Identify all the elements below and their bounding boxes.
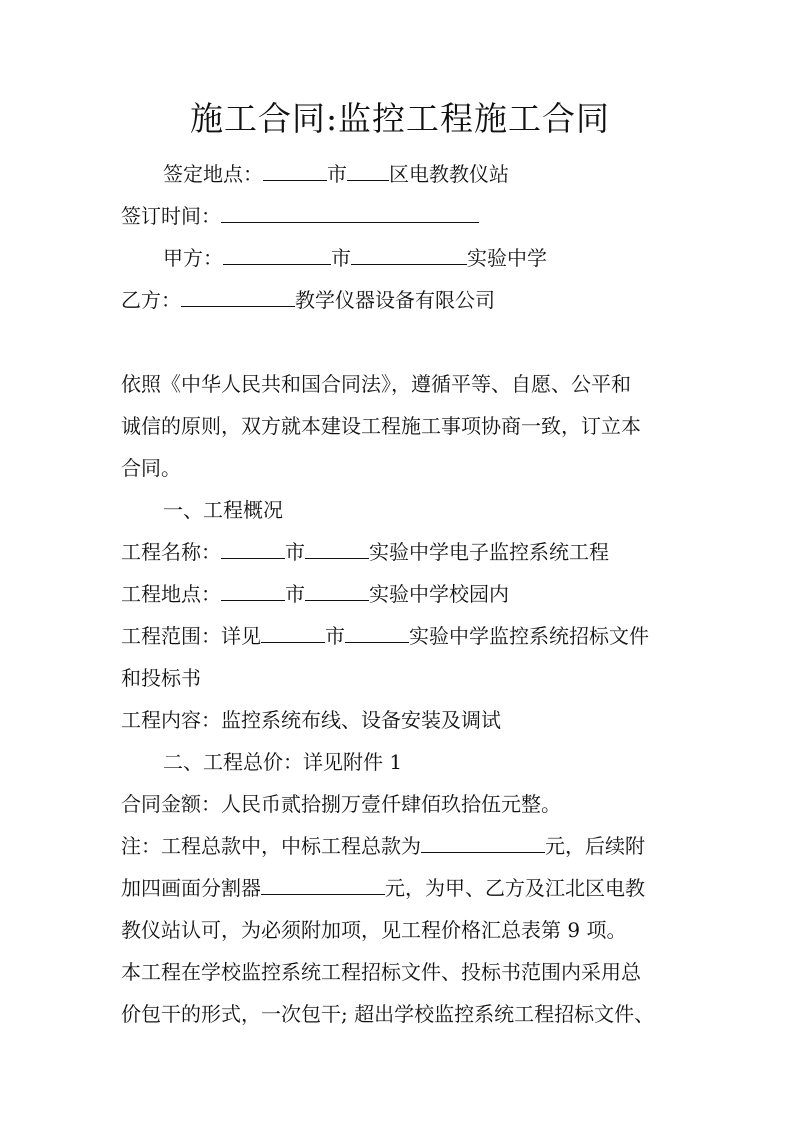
- document-title: 施工合同:监控工程施工合同: [189, 99, 611, 138]
- blank-field: [181, 286, 295, 307]
- note-line: [121, 874, 645, 902]
- note-line: [121, 832, 645, 860]
- preamble-line: 诚信的原则，双方就本建设工程施工事项协商一致，订立本: [121, 414, 641, 438]
- project-scope-line: [121, 622, 649, 650]
- section-heading: 一、工程概况: [163, 498, 283, 522]
- signing-place-label: 签定地点：: [163, 162, 263, 186]
- project-location-value: 实验中学校园内: [369, 582, 509, 606]
- party-b-company: 教学仪器设备有限公司: [295, 288, 495, 312]
- blank-field: [223, 244, 331, 265]
- project-scope-label: 工程范围：详见: [121, 624, 261, 648]
- contract-amount-line: 合同金额：人民币贰拾捌万壹仟肆佰玖拾伍元整。: [121, 792, 561, 816]
- preamble-line: 合同。: [121, 456, 181, 480]
- signing-place-city: 市: [327, 162, 347, 186]
- project-name-city: 市: [285, 540, 305, 564]
- party-b-label: 乙方：: [121, 288, 181, 312]
- project-content-line: 工程内容：监控系统布线、设备安装及调试: [121, 708, 501, 732]
- project-scope-city: 市: [325, 624, 345, 648]
- note-text: 加四画面分割器: [121, 876, 261, 900]
- project-name-value: 实验中学电子监控系统工程: [369, 540, 609, 564]
- project-location-label: 工程地点：: [121, 582, 221, 606]
- blank-field: [345, 622, 409, 643]
- signing-time-line: [121, 202, 479, 230]
- note-text: 注：工程总款中，中标工程总款为: [121, 834, 421, 858]
- signing-place-line: [163, 160, 509, 188]
- lump-sum-line: 本工程在学校监控系统工程招标文件、投标书范围内采用总: [121, 960, 641, 984]
- blank-field: [305, 538, 369, 559]
- lump-sum-line: 价包干的形式，一次包干; 超出学校监控系统工程招标文件、: [121, 1002, 655, 1026]
- party-a-school: 实验中学: [467, 246, 547, 270]
- blank-field: [221, 202, 479, 223]
- party-b-line: [121, 286, 495, 314]
- section-heading: 二、工程总价：详见附件 1: [163, 750, 403, 774]
- party-a-city: 市: [331, 246, 351, 270]
- project-scope-value: 实验中学监控系统招标文件: [409, 624, 649, 648]
- project-location-city: 市: [285, 582, 305, 606]
- project-location-line: [121, 580, 509, 608]
- blank-field: [221, 580, 285, 601]
- project-name-label: 工程名称：: [121, 540, 221, 564]
- party-a-line: [163, 244, 547, 272]
- signing-place-district: 区电教教仪站: [389, 162, 509, 186]
- note-text: 元，为甲、乙方及江北区电教: [385, 876, 645, 900]
- blank-field: [347, 160, 389, 181]
- preamble-line: 依照《中华人民共和国合同法》，遵循平等、自愿、公平和: [121, 372, 631, 396]
- blank-field: [305, 580, 369, 601]
- note-line: 教仪站认可，为必须附加项，见工程价格汇总表第 9 项。: [121, 918, 627, 942]
- blank-field: [221, 538, 285, 559]
- blank-field: [263, 160, 327, 181]
- project-scope-line: 和投标书: [121, 666, 201, 690]
- blank-field: [421, 832, 545, 853]
- project-name-line: [121, 538, 609, 566]
- blank-field: [261, 622, 325, 643]
- signing-time-label: 签订时间：: [121, 204, 221, 228]
- note-text: 元，后续附: [545, 834, 645, 858]
- blank-field: [351, 244, 467, 265]
- blank-field: [261, 874, 385, 895]
- party-a-label: 甲方：: [163, 246, 223, 270]
